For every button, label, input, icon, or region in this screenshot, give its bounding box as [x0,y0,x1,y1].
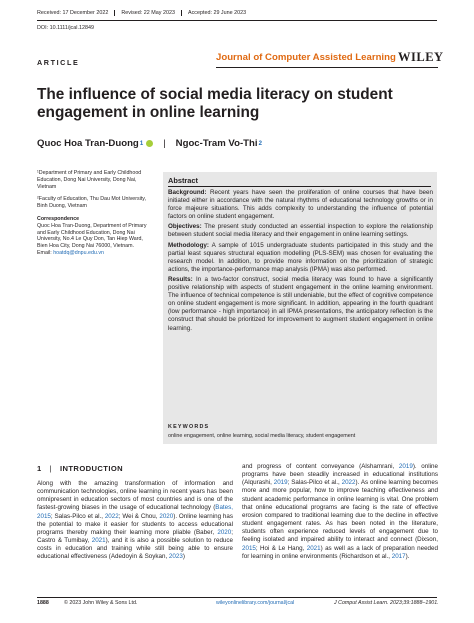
citation: J Comput Assist Learn. 2023;39:1888–1901. [334,600,439,606]
text-run: ). As online learning becomes more and more popular, how to improve teaching effectiveness and student academic performance in online learning is vital. One problem that online educational programs are facing is the rate of effective erosion compared to traditional learning due to the decline in effective student engagement rates. As has been noted in the literature, students often experience reduced levels of engagement due to feeling isolated and impaired ability to interact and connect (Dixson, [242,479,438,544]
citation-link[interactable]: 2017 [391,552,406,560]
paper-title: The influence of social media literacy on student engagement in online learning [37,86,393,121]
abstract-results [168,276,433,333]
email-link[interactable]: hoatdq@dnpu.edu.vn [53,249,104,256]
footer-rule [37,597,437,598]
page-number: 1888 [37,600,49,606]
paragraph [37,480,233,562]
journal-rule [216,67,438,68]
citation-link[interactable]: 2019 [273,479,288,487]
objectives-text: The present study conducted an essential inspection to explore the relationship between student social media literacy and their engagement in online learning settings. [168,223,433,239]
article-dates [37,10,252,16]
copyright: © 2023 John Wiley & Sons Ltd. [64,600,138,606]
author-name[interactable]: Ngoc-Tram Vo-Thi [175,138,258,149]
author-line [37,138,262,149]
received-date: Received: 17 December 2022 [37,10,115,16]
author-separator: | [163,138,166,149]
correspondence-label: Correspondence [37,215,80,222]
citation-link[interactable]: 2019 [398,463,413,470]
citation-link[interactable]: 2023 [168,553,183,561]
citation-link[interactable]: 2022 [104,512,119,520]
text-run: ; Salas-Pilco et al., [50,512,105,520]
text-run: ; Wei & Chou, [118,512,160,520]
publisher-logo: WILEY [398,50,444,64]
text-run: ) [182,553,185,561]
correspondence-address: Quoc Hoa Tran-Duong, Department of Primary and Early Childhood Education, Dong Nai University, No.4 Le Quy Don, Tan Hiep Ward, Bien Hoa City, Dong Nai 76000, Vietnam. [37,222,147,250]
affiliation-1: ¹Department of Primary and Early Childhood Education, Dong Nai University, Dong Nai, Vietnam [37,170,142,190]
affiliation-2: ²Faculty of Education, Thu Dau Mot University, Binh Duong, Vietnam [37,196,147,210]
citation-link[interactable]: 2021 [91,537,106,545]
results-text: In a two-factor construct, social media literacy was found to have a significantly positive relationship with aspects of student engagement in the online learning environment. The influence of technical competence is still undeniable, but the effect of cognitive competence on online student engagement is more significant. In addition, appearing in the fourth quadrant (low performance - high importance) in all IPMA presentations, the anticipatory reflection is the construct that should be prioritized for improvement to augment student engagement in online learning. [168,275,433,332]
affiliations [37,170,152,263]
background-text: Recent years have seen the proliferation of online courses that have been initiated either in accordance with the natural rhythms of educational technology growths or in force majeure situations. This adds complexity to understanding the influence of potential factors on online student engagement. [168,189,433,221]
keywords-list: online engagement, online learning, social media literacy, student engagement [168,433,356,439]
abstract-methodology [168,242,433,274]
author-affiliation-mark: 1 [139,140,144,147]
journal-name[interactable]: Journal of Computer Assisted Learning [216,52,396,63]
text-run: ), and it is also a possible solution to reduce costs in education and training while still being able to ensure educational effectiveness (Adedoyin & Soykan, [37,537,233,561]
citation-link[interactable]: 2021 [306,544,321,552]
section-title: INTRODUCTION [60,464,124,473]
keywords-title: KEYWORDS [168,424,210,430]
orcid-icon[interactable] [146,140,153,147]
citation-link[interactable]: 2020 [159,512,174,520]
objectives-label: Objectives: [168,223,202,231]
citation-link[interactable]: 2020 [217,528,232,536]
abstract-rule [168,186,431,187]
email-label: Email: [37,249,54,256]
methodology-text: A sample of 1015 undergraduate students participated in this study and the partial least squares structural equation modelling (PLS-SEM) was chosen for evaluating the research model. In addition, to provide more information on the prioritization of strategic actions, the importance-performance map analysis (IPMA) was also performed. [168,241,433,273]
text-run: ). [405,552,410,560]
abstract-objectives [168,223,433,239]
text-run: ; Hoi & Le Hang, [255,544,307,552]
revised-date: Revised: 22 May 2023 [115,10,182,16]
paragraph [242,463,438,561]
citation-link[interactable]: Bates, 2015 [37,504,233,520]
author-name[interactable]: Quoc Hoa Tran-Duong [37,138,139,149]
correspondence-text [37,223,152,257]
section-separator: | [49,464,52,473]
text-run: ) as well as a lack of preparation needed for learning in online environments (Richardson et al., [242,544,438,560]
abstract-background [168,189,433,221]
citation-link[interactable]: 2022 [341,479,356,487]
body-column-right [242,463,438,561]
text-run: Along with the amazing transformation of information and communication technologies, online learning in recent years has been omnipresent in education sectors of most countries and is one of the fastest-growing biases in the usage of educational technology ( [37,480,233,512]
text-run: ). online programs have been steadily increased in educational institutions (Alqurashi, [242,463,438,487]
section-number: 1 [37,464,42,473]
text-run: ; Castro & Tumibay, [37,528,233,545]
results-label: Results: [168,275,193,283]
text-run: and progress of content conveyance (Alshamrani, [242,463,399,470]
abstract-body [168,189,433,335]
abstract-box [163,172,437,444]
author-affiliation-mark: 2 [258,140,262,147]
section-heading [37,464,123,473]
text-run: ). Online learning has the potential to make it easier for students to access educational programs thereby making their learning more pliable (Baber, [37,512,233,536]
methodology-label: Methodology: [168,241,209,249]
doi[interactable]: DOI: 10.1111/jcal.12849 [37,25,94,31]
article-type-label: ARTICLE [37,58,80,67]
abstract-title: Abstract [168,176,198,185]
journal-url-link[interactable]: wileyonlinelibrary.com/journal/jcal [216,600,295,606]
text-run: ; Salas-Pilco et al., [287,479,342,487]
body-column-left [37,480,233,562]
header-rule [37,20,437,21]
citation-link[interactable]: 2015 [242,544,256,552]
accepted-date: Accepted: 29 June 2023 [187,10,247,16]
background-label: Background: [168,189,207,196]
